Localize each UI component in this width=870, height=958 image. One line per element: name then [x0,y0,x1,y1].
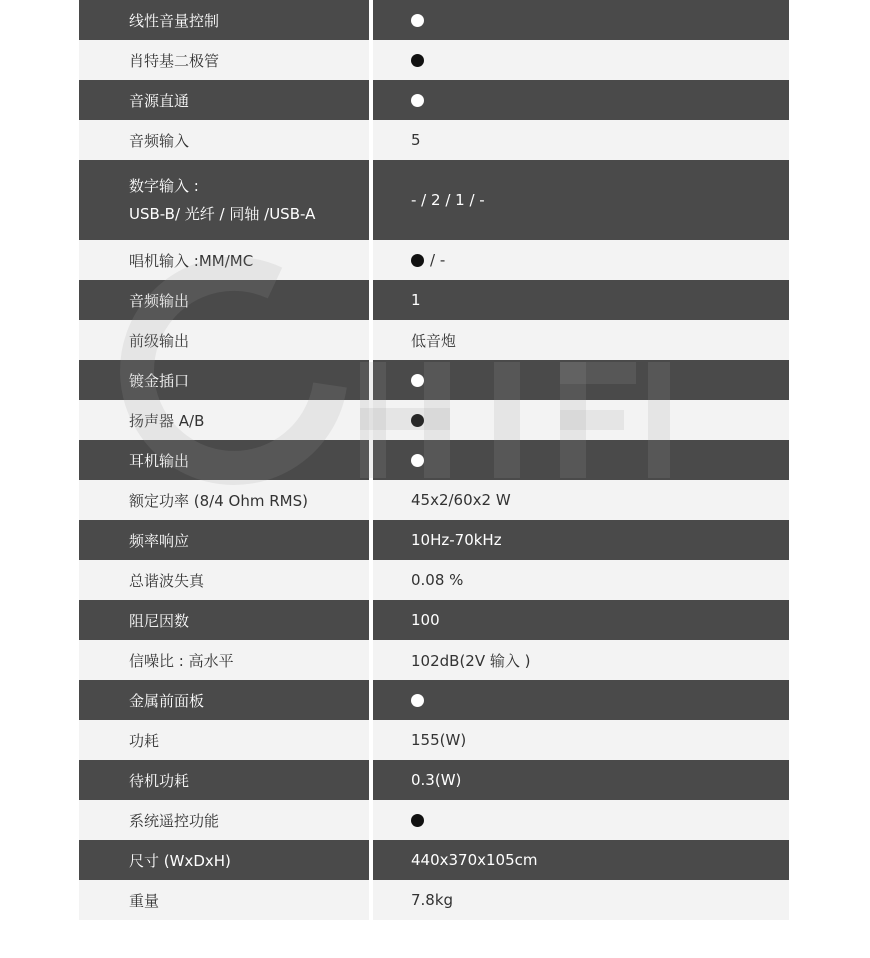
spec-value [373,120,789,160]
spec-row-7 [79,320,789,360]
spec-row-13 [79,560,789,600]
spec-value-text: 440x370x105cm [411,851,538,869]
spec-value-text: / - [430,251,446,269]
spec-label-text: 前级输出 [129,331,190,350]
spec-label [79,440,369,480]
spec-row-11 [79,480,789,520]
spec-label-text: 额定功率 (8/4 Ohm RMS) [129,491,308,510]
spec-label [79,400,369,440]
spec-value [373,320,789,360]
spec-row-16 [79,680,789,720]
spec-row-12 [79,520,789,560]
spec-label-text: 频率响应 [129,531,190,550]
spec-row-1 [79,40,789,80]
bullet-dot-icon [411,94,424,107]
spec-value-text: 100 [411,611,440,629]
spec-value-text: 7.8kg [411,891,454,909]
spec-value [373,480,789,520]
bullet-dot-icon [411,454,424,467]
spec-value-text: 低音炮 [411,331,457,350]
spec-value [373,600,789,640]
spec-value-text: 102dB(2V 输入 ) [411,651,531,670]
spec-value [373,400,789,440]
spec-label [79,680,369,720]
spec-label-text: 音频输出 [129,291,190,310]
spec-table [79,0,789,920]
spec-value [373,680,789,720]
spec-label [79,40,369,80]
spec-value [373,760,789,800]
spec-label [79,320,369,360]
spec-label-text: 线性音量控制 [129,11,220,30]
spec-row-6 [79,280,789,320]
spec-label [79,480,369,520]
spec-label-text-line2: USB-B/ 光纤 / 同轴 /USB-A [129,205,316,223]
spec-label-text: 唱机输入 :MM/MC [129,251,254,270]
spec-label-text: 镀金插口 [129,371,190,390]
spec-label-text: 信噪比 : 高水平 [129,651,234,670]
spec-value-text: 45x2/60x2 W [411,491,511,509]
spec-label [79,720,369,760]
spec-label [79,800,369,840]
spec-label-text: 音频输入 [129,131,190,150]
spec-label-text: 系统遥控功能 [129,811,220,830]
spec-label [79,640,369,680]
spec-row-14 [79,600,789,640]
spec-row-10 [79,440,789,480]
spec-row-17 [79,720,789,760]
bullet-dot-icon [411,694,424,707]
spec-label-text: 金属前面板 [129,691,205,710]
spec-row-19 [79,800,789,840]
spec-value [373,280,789,320]
spec-label-text: 尺寸 (WxDxH) [129,851,231,870]
bullet-dot-icon [411,374,424,387]
spec-row-18 [79,760,789,800]
spec-value-text: 1 [411,291,421,309]
spec-value [373,800,789,840]
spec-value [373,40,789,80]
bullet-dot-icon [411,14,424,27]
spec-value-text: 155(W) [411,731,467,749]
spec-label-text: 扬声器 A/B [129,411,205,430]
bullet-dot-icon [411,414,424,427]
spec-label-text: 数字输入 : [129,177,199,195]
spec-value [373,640,789,680]
spec-row-21 [79,880,789,920]
spec-label [79,600,369,640]
spec-label-text: 总谐波失真 [129,571,205,590]
spec-value [373,440,789,480]
spec-row-5 [79,240,789,280]
spec-value-text: 0.08 % [411,571,464,589]
spec-row-2 [79,80,789,120]
spec-label-text: 待机功耗 [129,771,190,790]
spec-value [373,240,789,280]
spec-label [79,0,369,40]
spec-value [373,360,789,400]
spec-value [373,160,789,240]
spec-row-3 [79,120,789,160]
spec-value-text: 10Hz-70kHz [411,531,502,549]
spec-label [79,520,369,560]
spec-row-9 [79,400,789,440]
spec-row-0 [79,0,789,40]
spec-label [79,560,369,600]
spec-label [79,760,369,800]
spec-label-text: 阻尼因数 [129,611,190,630]
spec-label [79,80,369,120]
spec-label [79,360,369,400]
spec-label [79,240,369,280]
spec-value [373,880,789,920]
spec-value-text: 0.3(W) [411,771,462,789]
spec-value-text: - / 2 / 1 / - [411,191,485,209]
spec-label [79,840,369,880]
spec-label [79,880,369,920]
spec-value [373,720,789,760]
spec-value-text: 5 [411,131,421,149]
spec-label-text: 音源直通 [129,91,190,110]
spec-value [373,560,789,600]
spec-value [373,80,789,120]
spec-label-text: 功耗 [129,731,160,750]
bullet-dot-icon [411,814,424,827]
spec-label [79,280,369,320]
spec-row-20 [79,840,789,880]
spec-row-8 [79,360,789,400]
spec-label-text: 耳机输出 [129,451,190,470]
spec-label-text: 肖特基二极管 [129,51,220,70]
spec-value [373,0,789,40]
spec-row-4 [79,160,789,240]
spec-row-15 [79,640,789,680]
bullet-dot-icon [411,54,424,67]
spec-label-text: 重量 [129,891,160,910]
spec-label [79,120,369,160]
spec-value [373,520,789,560]
spec-value [373,840,789,880]
bullet-dot-icon [411,254,424,267]
spec-label [79,160,369,240]
